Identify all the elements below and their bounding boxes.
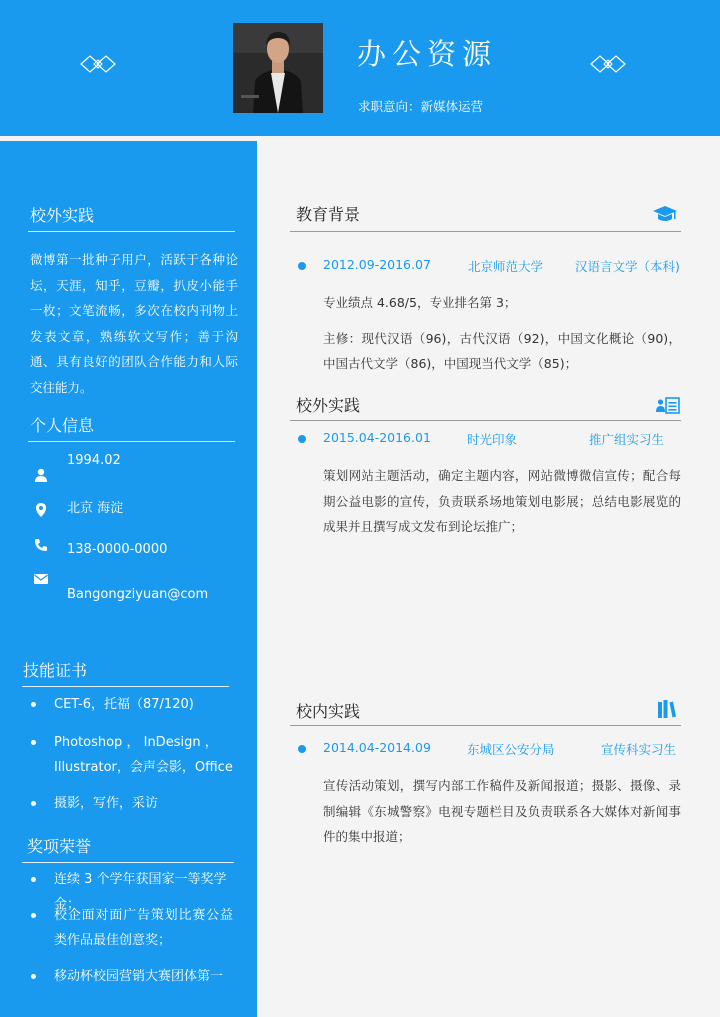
award-item: 移动杯校园营销大赛团体第一 (27, 964, 233, 989)
sidebar-practice-title: 校外实践 (30, 206, 95, 225)
divider (28, 441, 235, 442)
birth-date: 1994.02 (67, 453, 121, 468)
phone-icon (33, 537, 49, 553)
award-item: 连续 3 个学年获国家一等奖学金； (27, 867, 233, 917)
entry-org: 东城区公安分局 (467, 742, 555, 757)
section-title-external: 校外实践 (296, 396, 361, 415)
sidebar-skills-title: 技能证书 (23, 661, 88, 680)
entry-role: 汉语言文学（本科) (575, 259, 680, 274)
section-title-internal: 校内实践 (296, 702, 361, 721)
divider (22, 862, 234, 863)
profile-photo (233, 23, 323, 113)
sidebar-personal-title: 个人信息 (30, 416, 95, 435)
job-intent: 求职意向：新媒体运营 (358, 99, 484, 114)
section-divider (290, 420, 681, 421)
internal-details: 宣传活动策划，撰写内部工作稿件及新闻报道；摄影、摄像、录制编辑《东城警察》电视专题栏目及负责联系各大媒体对新闻事件的集中报道； (323, 778, 681, 844)
envelope-icon (33, 571, 49, 587)
diamond-ornament-icon (80, 55, 116, 73)
internal-entry (296, 739, 686, 759)
person-list-icon (656, 397, 682, 417)
entry-org: 北京师范大学 (468, 259, 544, 274)
sidebar-awards-title: 奖项荣誉 (27, 837, 92, 856)
graduation-cap-icon (652, 204, 678, 224)
award-item: 校企面对面广告策划比赛公益类作品最佳创意奖； (27, 903, 233, 953)
sidebar-practice-text: 微博第一批种子用户，活跃于各种论坛，天涯，知乎，豆瓣，扒皮小能手一枚；文笔流畅，多次在校内刊物上发表文章，熟练软文写作；善于沟通、具有良好的团队合作能力和人际交往能力。 (30, 252, 238, 395)
skill-item: Photoshop ， InDesign ， Illustrator，会声会影，Office (27, 730, 233, 780)
entry-role: 宣传科实习生 (601, 742, 677, 757)
candidate-name: 办公资源 (357, 37, 498, 71)
section-divider (290, 231, 681, 232)
external-entry (296, 429, 686, 449)
section-title-education: 教育背景 (296, 205, 361, 224)
email-address: Bangongziyuan@com (67, 587, 209, 602)
person-icon (33, 467, 49, 483)
divider (28, 231, 235, 232)
section-divider (290, 725, 681, 726)
entry-role: 推广组实习生 (589, 432, 665, 447)
entry-date: 2014.04-2014.09 (323, 740, 431, 755)
books-icon (654, 699, 680, 719)
skill-item: CET-6，托福（87/120) (27, 692, 233, 717)
phone-number: 138-0000-0000 (67, 542, 168, 557)
external-details: 策划网站主题活动，确定主题内容，网站微博微信宣传；配合每期公益电影的宣传，负责联系场地策划电影展；总结电影展览的成果并且撰写成文发布到论坛推广； (323, 468, 681, 534)
skill-item: 摄影，写作，采访 (27, 791, 233, 816)
divider (22, 686, 229, 687)
diamond-ornament-icon (590, 55, 626, 73)
entry-date: 2015.04-2016.01 (323, 430, 431, 445)
education-entry (296, 256, 686, 276)
entry-org: 时光印象 (467, 432, 518, 447)
sidebar (0, 141, 257, 1017)
location-pin-icon (33, 502, 49, 518)
education-details: 专业绩点 4.68/5，专业排名第 3； 主修：现代汉语（96)，古代汉语（92)，中国文化概论（90)，中国古代文学（86)，中国现当代文学（85)； (323, 295, 681, 371)
header-banner (0, 0, 720, 136)
entry-date: 2012.09-2016.07 (323, 257, 431, 272)
location: 北京 海淀 (67, 501, 124, 516)
